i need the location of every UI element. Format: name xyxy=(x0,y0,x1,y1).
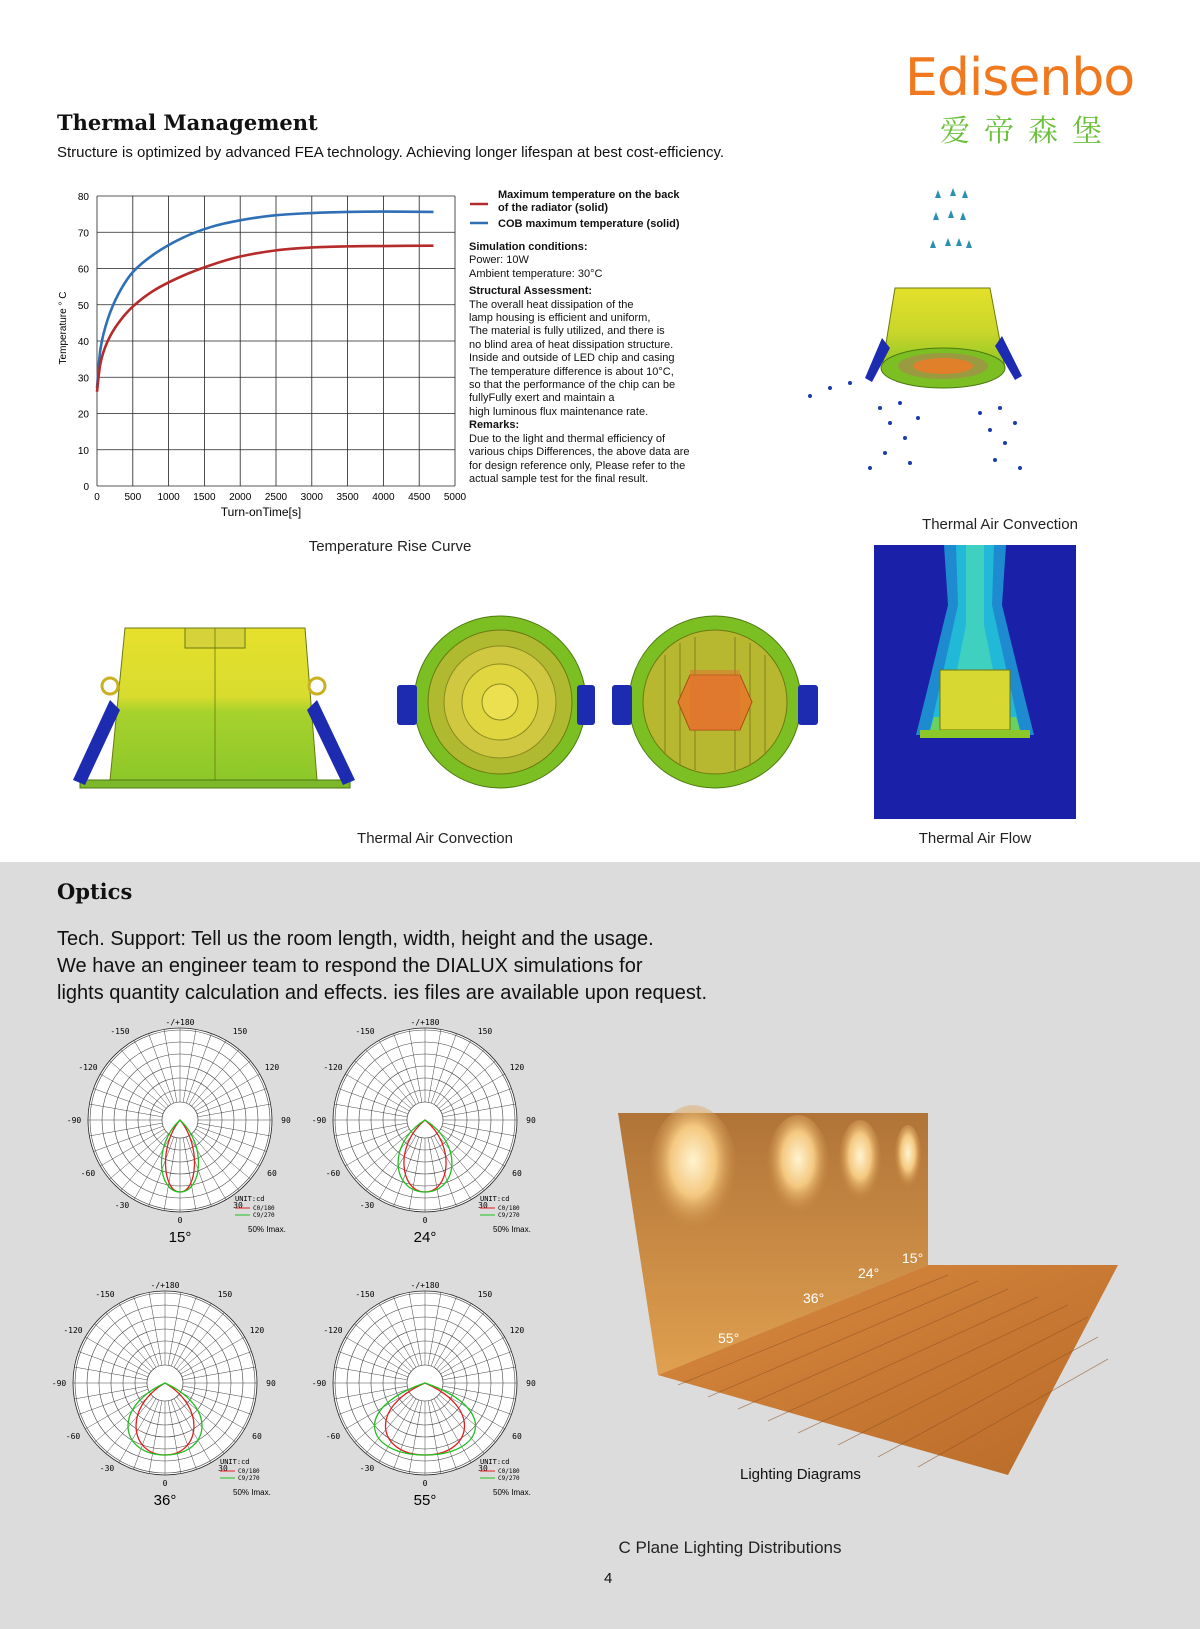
chart-y-tick-label: 0 xyxy=(83,482,89,493)
polar-tick-tr1: 150 xyxy=(217,1290,233,1299)
polar-tick-bottom: 0 xyxy=(422,1479,428,1488)
polar-tick-br2: 30 xyxy=(478,1201,488,1210)
remarks-title: Remarks: xyxy=(469,419,520,432)
lamp-side-view xyxy=(55,600,365,800)
polar-tick-top: -/+180 xyxy=(165,1018,195,1027)
legend-blue-label: COB maximum temperature (solid) xyxy=(498,218,680,230)
chart-y-tick-label: 10 xyxy=(77,445,89,457)
chart-x-tick-label: 1500 xyxy=(193,492,216,503)
struct-line: The overall heat dissipation of the xyxy=(469,298,634,311)
struct-line: fullyFully exert and maintain a xyxy=(469,392,615,405)
polar-tick-top: -/+180 xyxy=(150,1281,180,1290)
polar-unit: UNIT:cd xyxy=(235,1195,265,1203)
polar-tick-br2: 30 xyxy=(218,1464,228,1473)
polar-tick-bl1: -60 xyxy=(80,1169,96,1178)
polar-tick-tl2: -120 xyxy=(78,1063,98,1072)
polar-tick-tl1: -150 xyxy=(355,1027,375,1036)
polar-tick-tl2: -120 xyxy=(323,1326,343,1335)
polar-tick-l: -90 xyxy=(311,1116,327,1125)
polar-diagram-3 xyxy=(305,1283,545,1513)
chart-x-ticks xyxy=(94,492,466,503)
optics-line: We have an engineer team to respond the DIALUX simulations for xyxy=(57,955,643,977)
chart-y-tick-label: 70 xyxy=(77,228,89,240)
chart-x-tick-label: 5000 xyxy=(443,492,467,503)
chart-x-tick-label: 1000 xyxy=(157,492,180,503)
thermal-air-flow-image xyxy=(874,545,1076,819)
lamp-back-view xyxy=(610,615,820,790)
polar-tick-l: -90 xyxy=(51,1379,67,1388)
struct-line: Inside and outside of LED chip and casing xyxy=(469,352,675,365)
polar-tick-br1: 60 xyxy=(252,1432,262,1441)
struct-line: lamp housing is efficient and uniform, xyxy=(469,312,651,325)
polar-tick-top: -/+180 xyxy=(410,1018,440,1027)
polar-tick-bl2: -30 xyxy=(359,1464,375,1473)
remarks-line: Due to the light and thermal efficiency of xyxy=(469,432,666,445)
polar-tick-tl2: -120 xyxy=(323,1063,343,1072)
polar-tick-tr1: 150 xyxy=(477,1027,493,1036)
logo-wordmark: Edisenbo xyxy=(905,48,1135,108)
polar-tick-r: 90 xyxy=(526,1116,536,1125)
simulation-notes xyxy=(469,241,729,486)
convection-caption-bottom: Thermal Air Convection xyxy=(357,830,513,847)
polar-angle-label: 15° xyxy=(168,1229,192,1246)
struct-line: The material is fully utilized, and there is xyxy=(469,325,665,338)
polar-tick-tr2: 120 xyxy=(509,1326,525,1335)
curve-caption: Temperature Rise Curve xyxy=(308,538,472,555)
polar-tick-tr2: 120 xyxy=(264,1063,280,1072)
scene-angle-24: 24° xyxy=(858,1265,880,1281)
polar-tick-tl2: -120 xyxy=(63,1326,83,1335)
polar-tick-tl1: -150 xyxy=(95,1290,115,1299)
distribution-caption: C Plane Lighting Distributions xyxy=(618,1538,842,1557)
polar-tick-bl2: -30 xyxy=(359,1201,375,1210)
polar-c0: C0/180 xyxy=(498,1468,520,1475)
legend-swatches xyxy=(468,193,492,233)
struct-line: high luminous flux maintenance rate. xyxy=(469,405,649,418)
polar-c9: C9/270 xyxy=(253,1212,275,1219)
scene-angle-55: 55° xyxy=(718,1330,740,1346)
polar-tick-top: -/+180 xyxy=(410,1281,440,1290)
polar-c0: C0/180 xyxy=(238,1468,260,1475)
chart-x-tick-label: 3000 xyxy=(300,492,323,503)
optics-line: lights quantity calculation and effects. ies files are available upon request. xyxy=(57,982,708,1004)
polar-c9: C9/270 xyxy=(498,1475,520,1482)
lighting-scene-image xyxy=(618,1105,1128,1485)
remarks-line: actual sample test for the final result. xyxy=(469,472,649,485)
polar-angle-label: 55° xyxy=(413,1492,437,1509)
polar-diagram-2 xyxy=(45,1283,285,1513)
polar-tick-bottom: 0 xyxy=(162,1479,168,1488)
polar-tick-r: 90 xyxy=(266,1379,276,1388)
polar-tick-bottom: 0 xyxy=(422,1216,428,1225)
polar-c0: C0/180 xyxy=(253,1205,275,1212)
polar-tick-tr2: 120 xyxy=(249,1326,265,1335)
polar-unit: UNIT:cd xyxy=(220,1458,250,1466)
polar-tick-br1: 60 xyxy=(512,1432,522,1441)
polar-tick-br1: 60 xyxy=(267,1169,277,1178)
chart-y-tick-label: 80 xyxy=(77,192,89,203)
polar-tick-tl1: -150 xyxy=(110,1027,130,1036)
sim-title: Simulation conditions: xyxy=(469,241,588,253)
polar-c9: C9/270 xyxy=(498,1212,520,1219)
polar-tick-bl2: -30 xyxy=(99,1464,115,1473)
page-number: 4 xyxy=(604,1570,613,1587)
optics-description xyxy=(57,926,817,1007)
legend-red-label: Maximum temperature on the back of the radiator (solid) xyxy=(498,189,680,214)
polar-c9: C9/270 xyxy=(238,1475,260,1482)
polar-imax: 50% Imax. xyxy=(493,1225,531,1234)
polar-c0: C0/180 xyxy=(498,1205,520,1212)
chart-y-ticks xyxy=(78,192,90,493)
polar-imax: 50% Imax. xyxy=(493,1488,531,1497)
chart-y-tick-label: 40 xyxy=(77,337,89,348)
convection-caption-top: Thermal Air Convection xyxy=(922,516,1078,533)
polar-tick-bl1: -60 xyxy=(65,1432,81,1441)
chart-x-tick-label: 2500 xyxy=(264,492,288,503)
chart-grid xyxy=(97,196,455,486)
remarks-line: for design reference only, Please refer to the xyxy=(469,459,686,472)
lighting-diagrams-caption: Lighting Diagrams xyxy=(740,1466,861,1483)
chart-y-tick-label: 50 xyxy=(77,300,89,312)
chart-x-tick-label: 2000 xyxy=(229,492,252,503)
chart-y-tick-label: 30 xyxy=(77,373,89,385)
sim-line: Ambient temperature: 30°C xyxy=(469,267,603,280)
polar-diagram-0 xyxy=(60,1020,300,1250)
polar-tick-bl1: -60 xyxy=(325,1169,341,1178)
polar-tick-bl1: -60 xyxy=(325,1432,341,1441)
flow-caption: Thermal Air Flow xyxy=(918,830,1032,847)
scene-angle-36: 36° xyxy=(803,1290,825,1306)
polar-tick-tr1: 150 xyxy=(477,1290,493,1299)
polar-angle-label: 24° xyxy=(413,1229,437,1246)
struct-title: Structural Assessment: xyxy=(469,285,593,298)
polar-tick-bottom: 0 xyxy=(177,1216,183,1225)
scene-angle-15: 15° xyxy=(902,1250,924,1266)
optics-title: Optics xyxy=(57,879,133,904)
chart-x-tick-label: 3500 xyxy=(336,492,359,503)
chart-x-tick-label: 4000 xyxy=(372,492,395,503)
struct-line: no blind area of heat dissipation structure. xyxy=(469,338,674,351)
chart-y-axis-label: Temperature ° C xyxy=(58,291,69,365)
convection-3d-illustration xyxy=(790,168,1070,508)
polar-angle-label: 36° xyxy=(153,1492,177,1509)
polar-tick-tl1: -150 xyxy=(355,1290,375,1299)
struct-line: The temperature difference is about 10°C, xyxy=(469,365,674,378)
polar-tick-r: 90 xyxy=(281,1116,291,1125)
chart-y-tick-label: 60 xyxy=(77,264,89,276)
thermal-title: Thermal Management xyxy=(57,110,318,135)
chart-x-axis-label: Turn-onTime[s] xyxy=(220,505,302,519)
polar-unit: UNIT:cd xyxy=(480,1195,510,1203)
chart-y-tick-label: 20 xyxy=(77,409,89,421)
polar-imax: 50% Imax. xyxy=(248,1225,286,1234)
chart-x-tick-label: 500 xyxy=(124,492,142,503)
sim-line: Power: 10W xyxy=(469,254,529,267)
polar-tick-tr1: 150 xyxy=(232,1027,248,1036)
polar-tick-bl2: -30 xyxy=(114,1201,130,1210)
polar-tick-br2: 30 xyxy=(233,1201,243,1210)
polar-unit: UNIT:cd xyxy=(480,1458,510,1466)
polar-tick-br2: 30 xyxy=(478,1464,488,1473)
logo-chinese: 爱帝森堡 xyxy=(940,114,1116,149)
chart-x-tick-label: 4500 xyxy=(408,492,431,503)
chart-x-tick-label: 0 xyxy=(94,492,100,503)
polar-tick-l: -90 xyxy=(66,1116,82,1125)
remarks-line: various chips Differences, the above data are xyxy=(469,446,690,459)
polar-tick-l: -90 xyxy=(311,1379,327,1388)
temperature-rise-chart xyxy=(50,180,467,525)
polar-tick-r: 90 xyxy=(526,1379,536,1388)
polar-imax: 50% Imax. xyxy=(233,1488,271,1497)
struct-line: so that the performance of the chip can be xyxy=(469,379,676,392)
lamp-front-view xyxy=(395,615,595,790)
polar-tick-br1: 60 xyxy=(512,1169,522,1178)
polar-diagram-1 xyxy=(305,1020,545,1250)
thermal-subtitle: Structure is optimized by advanced FEA technology. Achieving longer lifespan at best cost-efficiency. xyxy=(57,144,725,161)
optics-line: Tech. Support: Tell us the room length, width, height and the usage. xyxy=(57,928,654,950)
polar-tick-tr2: 120 xyxy=(509,1063,525,1072)
